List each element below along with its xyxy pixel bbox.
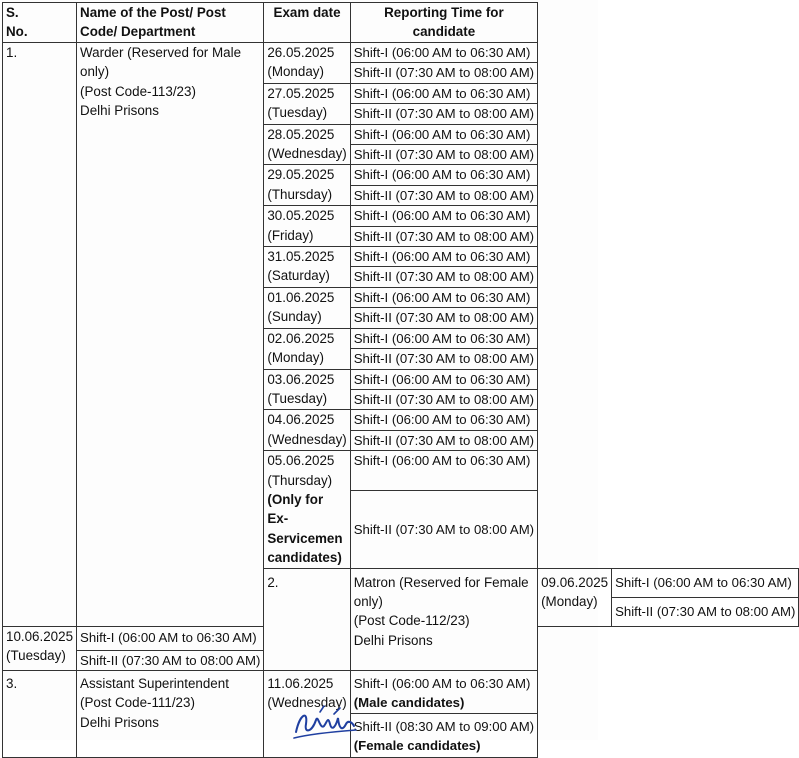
shift-time: Shift-II (08:30 AM to 09:00 AM) <box>353 718 535 734</box>
shift-cell: Shift-I (06:00 AM to 06:30 AM) <box>350 410 537 430</box>
exam-date-cell <box>264 43 350 84</box>
post-name: Matron (Reserved for Female <box>353 574 529 590</box>
exam-date-cell <box>264 206 350 247</box>
shift-cell: Shift-I (06:00 AM to 06:30 AM) <box>350 165 537 185</box>
exam-date: 01.06.2025 <box>267 289 335 305</box>
header-row <box>3 3 799 43</box>
shift-cell <box>350 713 537 757</box>
exam-date: 03.06.2025 <box>267 371 335 387</box>
header-exam-date: Exam date <box>264 3 350 43</box>
shift-cell <box>350 670 537 713</box>
exam-day: (Monday) <box>267 64 324 80</box>
exam-date: 10.06.2025 <box>6 628 74 644</box>
shift-cell: Shift-I (06:00 AM to 06:30 AM) <box>350 83 537 103</box>
exam-date-cell <box>264 369 350 410</box>
ex-servicemen-note: (Only for Ex-Servicemen candidates) <box>267 491 343 566</box>
exam-day: (Thursday) <box>267 472 333 488</box>
sno-cell: 2. <box>264 568 350 670</box>
exam-date: 30.05.2025 <box>267 208 335 224</box>
exam-date: 02.06.2025 <box>267 330 335 346</box>
exam-date-cell <box>264 410 350 451</box>
post-dept: Delhi Prisons <box>80 714 159 730</box>
header-reporting-time: Reporting Time for candidate <box>350 3 537 43</box>
shift-cell: Shift-I (06:00 AM to 06:30 AM) <box>350 247 537 267</box>
post-cell <box>77 670 264 757</box>
signature-icon <box>290 702 360 740</box>
female-candidates-note: (Female candidates) <box>353 738 481 754</box>
shift-cell: Shift-II (07:30 AM to 08:00 AM) <box>350 491 537 568</box>
shift-cell: Shift-I (06:00 AM to 06:30 AM) <box>350 43 537 63</box>
exam-date: 28.05.2025 <box>267 126 335 142</box>
exam-date: 26.05.2025 <box>267 45 335 60</box>
shift-time: Shift-I (06:00 AM to 06:30 AM) <box>353 675 531 691</box>
exam-date: 27.05.2025 <box>267 85 335 101</box>
shift-cell: Shift-I (06:00 AM to 06:30 AM) <box>350 206 537 226</box>
exam-date: 09.06.2025 <box>541 574 609 590</box>
exam-day: (Saturday) <box>267 268 330 284</box>
exam-day: (Monday) <box>267 350 324 366</box>
exam-date: 04.06.2025 <box>267 412 335 428</box>
exam-day: (Wednesday) <box>267 695 347 711</box>
post-cell <box>350 568 537 670</box>
post-code: (Post Code-112/23) <box>353 613 470 629</box>
shift-cell: Shift-I (06:00 AM to 06:30 AM) <box>350 451 537 491</box>
shift-cell: Shift-I (06:00 AM to 06:30 AM) <box>350 369 537 389</box>
shift-cell: Shift-II (07:30 AM to 08:00 AM) <box>77 650 264 670</box>
shift-cell: Shift-II (07:30 AM to 08:00 AM) <box>612 597 799 626</box>
exam-date: 11.06.2025 <box>267 675 334 691</box>
exam-date-cell <box>264 287 350 328</box>
shift-cell: Shift-II (07:30 AM to 08:00 AM) <box>350 104 537 124</box>
header-sno: S. No. <box>3 3 77 43</box>
shift-cell: Shift-I (06:00 AM to 06:30 AM) <box>612 568 799 597</box>
sno-cell: 1. <box>3 43 77 627</box>
shift-cell: Shift-I (06:00 AM to 06:30 AM) <box>350 287 537 307</box>
shift-cell: Shift-II (07:30 AM to 08:00 AM) <box>350 430 537 450</box>
shift-cell: Shift-I (06:00 AM to 06:30 AM) <box>350 328 537 348</box>
post-name: Assistant Superintendent <box>80 675 229 691</box>
exam-day: (Tuesday) <box>6 647 66 663</box>
shift-cell: Shift-II (07:30 AM to 08:00 AM) <box>350 63 537 83</box>
shift-cell: Shift-I (06:00 AM to 06:30 AM) <box>350 124 537 144</box>
exam-date-cell <box>264 124 350 165</box>
exam-date-cell <box>3 626 77 670</box>
post-dept: Delhi Prisons <box>80 103 159 119</box>
exam-day: (Wednesday) <box>267 146 347 162</box>
shift-cell: Shift-II (07:30 AM to 08:00 AM) <box>350 226 537 246</box>
male-candidates-note: (Male candidates) <box>353 695 465 711</box>
exam-day: (Tuesday) <box>267 390 328 406</box>
shift-cell: Shift-II (07:30 AM to 08:00 AM) <box>350 389 537 409</box>
exam-date-cell <box>538 568 612 626</box>
shift-cell: Shift-II (07:30 AM to 08:00 AM) <box>350 349 537 369</box>
shift-cell: Shift-II (07:30 AM to 08:00 AM) <box>350 145 537 165</box>
exam-day: (Wednesday) <box>267 431 347 447</box>
exam-day: (Thursday) <box>267 186 333 202</box>
table-row <box>3 43 799 63</box>
exam-day: (Tuesday) <box>267 105 328 121</box>
post-code: (Post Code-111/23) <box>80 695 195 711</box>
shift-cell: Shift-II (07:30 AM to 08:00 AM) <box>350 308 537 328</box>
exam-day: (Sunday) <box>267 309 322 325</box>
exam-schedule-table <box>2 2 799 758</box>
exam-day: (Friday) <box>267 227 314 243</box>
exam-date-cell <box>264 328 350 369</box>
exam-day: (Monday) <box>541 593 598 609</box>
shift-cell: Shift-II (07:30 AM to 08:00 AM) <box>350 267 537 287</box>
post-cell <box>77 43 264 627</box>
post-name-continued: only) <box>353 593 383 609</box>
shift-cell: Shift-II (07:30 AM to 08:00 AM) <box>350 185 537 205</box>
post-code: (Post Code-113/23) <box>80 83 196 99</box>
exam-date-cell <box>264 247 350 288</box>
exam-date: 31.05.2025 <box>267 249 335 265</box>
post-name: Warder (Reserved for Male only) <box>80 45 242 80</box>
shift-cell: Shift-I (06:00 AM to 06:30 AM) <box>77 626 264 650</box>
header-post: Name of the Post/ Post Code/ Department <box>77 3 264 43</box>
post-dept: Delhi Prisons <box>353 632 433 648</box>
exam-date-cell <box>264 451 350 568</box>
exam-date-cell <box>264 83 350 124</box>
exam-date: 05.06.2025 <box>267 453 335 469</box>
sno-cell: 3. <box>3 670 77 757</box>
exam-date: 29.05.2025 <box>267 167 335 183</box>
exam-date-cell <box>264 165 350 206</box>
